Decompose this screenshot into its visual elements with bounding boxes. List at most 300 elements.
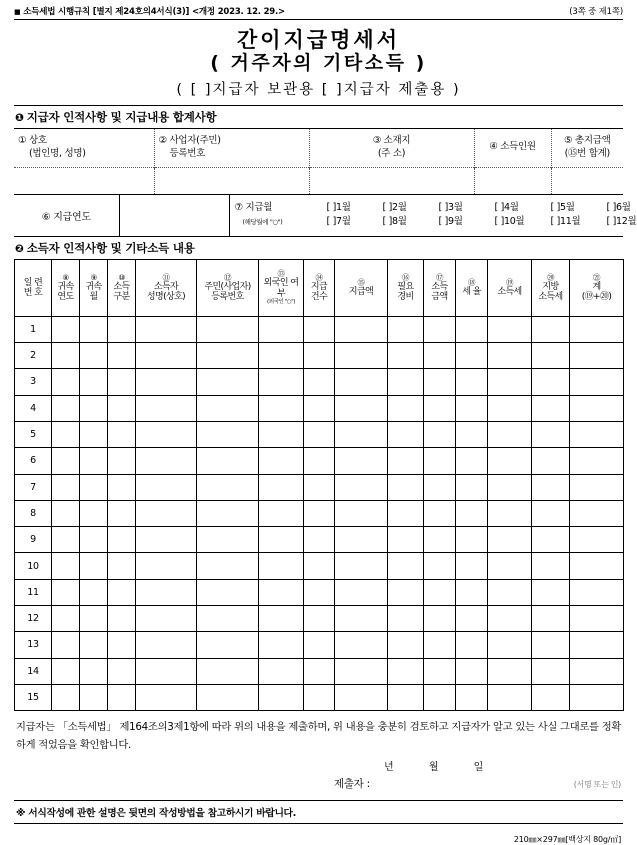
cell-input[interactable] xyxy=(52,395,80,421)
cell-input[interactable] xyxy=(456,579,488,605)
row-serial-number: 2 xyxy=(15,343,52,369)
cell-input[interactable] xyxy=(570,316,624,342)
cell-input[interactable] xyxy=(388,369,424,395)
cell-input[interactable] xyxy=(136,500,197,526)
cell-input[interactable] xyxy=(335,500,388,526)
col-attribution-month-l2: 월 xyxy=(89,292,97,302)
date-line[interactable]: 년 월 일 xyxy=(384,758,499,773)
cell-input[interactable] xyxy=(488,343,532,369)
cell-input[interactable] xyxy=(259,553,304,579)
cell-input[interactable] xyxy=(80,579,108,605)
cell-input[interactable] xyxy=(80,500,108,526)
table-row xyxy=(15,343,624,369)
cell-input[interactable] xyxy=(197,395,259,421)
cell-input[interactable] xyxy=(52,421,80,447)
cell-input[interactable] xyxy=(456,606,488,632)
cell-input[interactable] xyxy=(335,448,388,474)
cell-input[interactable] xyxy=(197,316,259,342)
cell-input[interactable] xyxy=(197,684,259,710)
cell-input[interactable] xyxy=(424,553,456,579)
income-detail-header-row xyxy=(15,259,624,316)
cell-input[interactable] xyxy=(80,316,108,342)
cell-input[interactable] xyxy=(259,500,304,526)
cell-input[interactable] xyxy=(388,658,424,684)
row-serial-number: 3 xyxy=(15,369,52,395)
cell-input[interactable] xyxy=(570,395,624,421)
cell-input[interactable] xyxy=(456,500,488,526)
cell-input[interactable] xyxy=(532,369,570,395)
month-checkbox-5[interactable] xyxy=(551,201,607,216)
cell-input[interactable] xyxy=(52,369,80,395)
col-registration-number-l2: 등록번호 xyxy=(211,292,243,302)
cell-input[interactable] xyxy=(488,316,532,342)
instruction-note: ※ 서식작성에 관한 설명은 뒷면의 작성방법을 참고하시기 바랍니다. xyxy=(14,801,623,823)
col-total-l2: (⑲+⑳) xyxy=(582,292,612,302)
income-detail-body xyxy=(15,316,624,710)
cell-input[interactable] xyxy=(488,684,532,710)
cell-input[interactable] xyxy=(304,343,335,369)
month-checkbox-5-box: [ ] xyxy=(551,202,561,213)
cell-input[interactable] xyxy=(335,474,388,500)
cell-input[interactable] xyxy=(304,632,335,658)
cell-input[interactable] xyxy=(424,316,456,342)
input-trade-name[interactable] xyxy=(14,167,154,194)
cell-input[interactable] xyxy=(488,369,532,395)
table-row xyxy=(15,527,624,553)
section1-title: 지급자 인적사항 및 지급내용 합계사항 xyxy=(27,110,217,124)
col-address-num: ③ xyxy=(373,135,381,146)
cell-input[interactable] xyxy=(335,395,388,421)
cell-input[interactable] xyxy=(197,553,259,579)
col-income-headcount-label: 소득인원 xyxy=(500,141,536,152)
cell-input[interactable] xyxy=(259,527,304,553)
col-foreigner-flag-l2: 부 xyxy=(277,289,285,299)
cell-input[interactable] xyxy=(304,553,335,579)
cell-input[interactable] xyxy=(456,684,488,710)
cell-input[interactable] xyxy=(259,343,304,369)
cell-input[interactable] xyxy=(259,369,304,395)
cell-input[interactable] xyxy=(424,579,456,605)
cell-input[interactable] xyxy=(532,474,570,500)
cell-input[interactable] xyxy=(108,500,136,526)
cell-input[interactable] xyxy=(136,527,197,553)
cell-input[interactable] xyxy=(335,658,388,684)
cell-input[interactable] xyxy=(570,553,624,579)
cell-input[interactable] xyxy=(197,474,259,500)
row-serial-number: 5 xyxy=(15,421,52,447)
cell-input[interactable] xyxy=(304,474,335,500)
cell-input[interactable] xyxy=(335,369,388,395)
cell-input[interactable] xyxy=(532,579,570,605)
section1-number: ❶ xyxy=(15,112,24,124)
month-checkbox-9[interactable] xyxy=(439,215,495,230)
cell-input[interactable] xyxy=(304,395,335,421)
month-checkbox-11[interactable] xyxy=(551,215,607,230)
cell-input[interactable] xyxy=(52,606,80,632)
cell-input[interactable] xyxy=(259,395,304,421)
cell-input[interactable] xyxy=(136,395,197,421)
cell-input[interactable] xyxy=(456,632,488,658)
cell-input[interactable] xyxy=(52,316,80,342)
cell-input[interactable] xyxy=(456,553,488,579)
row-serial-number: 13 xyxy=(15,632,52,658)
cell-input[interactable] xyxy=(424,474,456,500)
col-income-type-num: ⑩ xyxy=(108,274,135,282)
row-serial-number: 9 xyxy=(15,527,52,553)
cell-input[interactable] xyxy=(197,632,259,658)
cell-input[interactable] xyxy=(532,553,570,579)
cell-input[interactable] xyxy=(532,448,570,474)
cell-input[interactable] xyxy=(108,316,136,342)
input-payment-year[interactable] xyxy=(119,195,229,237)
col-necessary-expense-num: ⑯ xyxy=(388,274,423,282)
cell-input[interactable] xyxy=(136,448,197,474)
col-local-income-tax-l1: 지방 xyxy=(542,282,558,292)
cell-input[interactable] xyxy=(52,343,80,369)
cell-input[interactable] xyxy=(108,448,136,474)
cell-input[interactable] xyxy=(108,343,136,369)
row-serial-number: 15 xyxy=(15,684,52,710)
cell-input[interactable] xyxy=(197,527,259,553)
cell-input[interactable] xyxy=(108,395,136,421)
form-title: 간이지급명세서 xyxy=(14,28,623,52)
cell-input[interactable] xyxy=(388,421,424,447)
cell-input[interactable] xyxy=(424,448,456,474)
cell-input[interactable] xyxy=(136,553,197,579)
cell-input[interactable] xyxy=(532,395,570,421)
cell-input[interactable] xyxy=(108,553,136,579)
cell-input[interactable] xyxy=(424,527,456,553)
cell-input[interactable] xyxy=(335,684,388,710)
cell-input[interactable] xyxy=(388,553,424,579)
cell-input[interactable] xyxy=(108,658,136,684)
cell-input[interactable] xyxy=(488,448,532,474)
cell-input[interactable] xyxy=(136,421,197,447)
cell-input[interactable] xyxy=(488,395,532,421)
input-address[interactable] xyxy=(309,167,474,194)
cell-input[interactable] xyxy=(570,684,624,710)
input-income-headcount[interactable] xyxy=(474,167,551,194)
cell-input[interactable] xyxy=(388,343,424,369)
cell-input[interactable] xyxy=(108,421,136,447)
col-total-payment-num: ⑤ xyxy=(564,135,572,146)
cell-input[interactable] xyxy=(52,474,80,500)
cell-input[interactable] xyxy=(388,579,424,605)
cell-input[interactable] xyxy=(52,553,80,579)
cell-input[interactable] xyxy=(532,421,570,447)
cell-input[interactable] xyxy=(570,343,624,369)
form-copy-selector: ( [ ]지급자 보관용 [ ]지급자 제출용 ) xyxy=(14,81,623,100)
cell-input[interactable] xyxy=(532,658,570,684)
cell-input[interactable] xyxy=(388,500,424,526)
cell-input[interactable] xyxy=(80,369,108,395)
cell-input[interactable] xyxy=(259,658,304,684)
input-total-payment[interactable] xyxy=(551,167,623,194)
cell-input[interactable] xyxy=(424,606,456,632)
col-serial-number-l2: 번 호 xyxy=(24,288,42,298)
cell-input[interactable] xyxy=(108,579,136,605)
cell-input[interactable] xyxy=(80,632,108,658)
cell-input[interactable] xyxy=(52,684,80,710)
cell-input[interactable] xyxy=(80,684,108,710)
cell-input[interactable] xyxy=(197,579,259,605)
month-checkbox-1[interactable] xyxy=(327,201,383,216)
cell-input[interactable] xyxy=(488,553,532,579)
cell-input[interactable] xyxy=(304,658,335,684)
col-payment-count xyxy=(304,259,335,316)
col-registration-number-l1: 주민(사업자) xyxy=(204,282,250,292)
cell-input[interactable] xyxy=(80,474,108,500)
col-recipient-name-l1: 소득자 xyxy=(154,282,178,292)
col-income-tax-num: ⑲ xyxy=(488,279,531,287)
cell-input[interactable] xyxy=(456,421,488,447)
cell-input[interactable] xyxy=(108,527,136,553)
cell-input[interactable] xyxy=(108,369,136,395)
cell-input[interactable] xyxy=(80,343,108,369)
cell-input[interactable] xyxy=(197,448,259,474)
cell-input[interactable] xyxy=(570,579,624,605)
col-payment-amount-l1: 지급액 xyxy=(349,287,373,297)
month-checkbox-4[interactable] xyxy=(495,201,551,216)
cell-input[interactable] xyxy=(456,527,488,553)
cell-input[interactable] xyxy=(335,316,388,342)
cell-input[interactable] xyxy=(335,343,388,369)
cell-input[interactable] xyxy=(570,474,624,500)
col-necessary-expense-l2: 경비 xyxy=(397,292,413,302)
cell-input[interactable] xyxy=(456,658,488,684)
cell-input[interactable] xyxy=(532,527,570,553)
month-checkbox-6-label: 6월 xyxy=(616,202,631,213)
col-recipient-name xyxy=(136,259,197,316)
cell-input[interactable] xyxy=(80,658,108,684)
cell-input[interactable] xyxy=(456,448,488,474)
cell-input[interactable] xyxy=(570,369,624,395)
table-row xyxy=(15,474,624,500)
cell-input[interactable] xyxy=(304,316,335,342)
cell-input[interactable] xyxy=(136,606,197,632)
cell-input[interactable] xyxy=(388,448,424,474)
cell-input[interactable] xyxy=(488,527,532,553)
cell-input[interactable] xyxy=(197,658,259,684)
table-row xyxy=(15,448,624,474)
col-address-sub: (주 소) xyxy=(314,148,470,161)
cell-input[interactable] xyxy=(488,474,532,500)
page-indicator: (3쪽 중 제1쪽) xyxy=(569,5,623,17)
cell-input[interactable] xyxy=(259,448,304,474)
cell-input[interactable] xyxy=(80,421,108,447)
cell-input[interactable] xyxy=(197,421,259,447)
col-local-income-tax-l2: 소득세 xyxy=(538,292,562,302)
cell-input[interactable] xyxy=(570,500,624,526)
cell-input[interactable] xyxy=(259,474,304,500)
col-business-number-sub: 등록번호 xyxy=(159,148,305,161)
cell-input[interactable] xyxy=(532,684,570,710)
cell-input[interactable] xyxy=(304,527,335,553)
cell-input[interactable] xyxy=(456,316,488,342)
form-subtitle: ( 거주자의 기타소득 ) xyxy=(14,52,623,76)
cell-input[interactable] xyxy=(532,606,570,632)
cell-input[interactable] xyxy=(197,369,259,395)
cell-input[interactable] xyxy=(424,684,456,710)
cell-input[interactable] xyxy=(532,500,570,526)
cell-input[interactable] xyxy=(259,421,304,447)
cell-input[interactable] xyxy=(424,658,456,684)
cell-input[interactable] xyxy=(304,369,335,395)
cell-input[interactable] xyxy=(388,395,424,421)
cell-input[interactable] xyxy=(108,606,136,632)
cell-input[interactable] xyxy=(335,579,388,605)
cell-input[interactable] xyxy=(52,632,80,658)
cell-input[interactable] xyxy=(335,553,388,579)
input-business-number[interactable] xyxy=(154,167,309,194)
income-detail-table xyxy=(14,259,624,711)
cell-input[interactable] xyxy=(570,421,624,447)
cell-input[interactable] xyxy=(532,343,570,369)
col-payment-count-num: ⑭ xyxy=(304,274,334,282)
cell-input[interactable] xyxy=(136,343,197,369)
cell-input[interactable] xyxy=(304,684,335,710)
month-checkbox-8[interactable] xyxy=(383,215,439,230)
col-address-label: 소재지 xyxy=(384,135,411,146)
table-row xyxy=(15,632,624,658)
col-income-amount-num: ⑰ xyxy=(424,274,455,282)
cell-input[interactable] xyxy=(424,343,456,369)
cell-input[interactable] xyxy=(570,658,624,684)
month-checkbox-2-label: 2월 xyxy=(392,202,407,213)
cell-input[interactable] xyxy=(488,500,532,526)
cell-input[interactable] xyxy=(335,421,388,447)
cell-input[interactable] xyxy=(304,606,335,632)
month-checkbox-4-label: 4월 xyxy=(504,202,519,213)
cell-input[interactable] xyxy=(136,684,197,710)
col-attribution-year xyxy=(52,259,80,316)
col-income-type xyxy=(108,259,136,316)
col-income-tax xyxy=(488,259,532,316)
col-attribution-month xyxy=(80,259,108,316)
cell-input[interactable] xyxy=(424,395,456,421)
section2-title: 소득자 인적사항 및 기타소득 내용 xyxy=(27,241,195,255)
cell-input[interactable] xyxy=(532,316,570,342)
month-checkbox-8-box: [ ] xyxy=(383,216,393,227)
cell-input[interactable] xyxy=(108,632,136,658)
col-serial-number xyxy=(15,259,52,316)
cell-input[interactable] xyxy=(388,527,424,553)
label-payment-year-text: 지급연도 xyxy=(53,212,90,223)
cell-input[interactable] xyxy=(80,553,108,579)
cell-input[interactable] xyxy=(488,658,532,684)
cell-input[interactable] xyxy=(197,606,259,632)
cell-input[interactable] xyxy=(388,474,424,500)
cell-input[interactable] xyxy=(108,474,136,500)
cell-input[interactable] xyxy=(335,606,388,632)
cell-input[interactable] xyxy=(304,500,335,526)
cell-input[interactable] xyxy=(259,316,304,342)
cell-input[interactable] xyxy=(388,684,424,710)
cell-input[interactable] xyxy=(570,527,624,553)
cell-input[interactable] xyxy=(388,316,424,342)
month-checkbox-3-label: 3월 xyxy=(448,202,463,213)
cell-input[interactable] xyxy=(456,369,488,395)
section1-caption xyxy=(14,106,623,128)
cell-input[interactable] xyxy=(136,658,197,684)
cell-input[interactable] xyxy=(80,448,108,474)
col-income-headcount xyxy=(474,128,551,167)
month-checkbox-2[interactable] xyxy=(383,201,439,216)
month-checkbox-12-label: 12월 xyxy=(616,216,636,227)
month-checkbox-12[interactable] xyxy=(607,215,637,230)
row-serial-number: 10 xyxy=(15,553,52,579)
cell-input[interactable] xyxy=(136,632,197,658)
submitter-label[interactable]: 제출자 : xyxy=(334,776,370,791)
cell-input[interactable] xyxy=(197,343,259,369)
cell-input[interactable] xyxy=(197,500,259,526)
cell-input[interactable] xyxy=(456,343,488,369)
cell-input[interactable] xyxy=(335,527,388,553)
month-checkbox-10-box: [ ] xyxy=(495,216,505,227)
cell-input[interactable] xyxy=(424,632,456,658)
cell-input[interactable] xyxy=(532,632,570,658)
cell-input[interactable] xyxy=(136,369,197,395)
cell-input[interactable] xyxy=(52,579,80,605)
cell-input[interactable] xyxy=(424,500,456,526)
cell-input[interactable] xyxy=(259,684,304,710)
cell-input[interactable] xyxy=(136,474,197,500)
cell-input[interactable] xyxy=(80,606,108,632)
cell-input[interactable] xyxy=(570,448,624,474)
cell-input[interactable] xyxy=(424,369,456,395)
cell-input[interactable] xyxy=(52,658,80,684)
cell-input[interactable] xyxy=(259,579,304,605)
cell-input[interactable] xyxy=(488,606,532,632)
cell-input[interactable] xyxy=(52,527,80,553)
col-business-number-num: ② xyxy=(159,135,167,146)
law-reference-text: 소득세법 시행규칙 [별지 제24호의4서식(3)] xyxy=(23,7,189,17)
cell-input[interactable] xyxy=(570,606,624,632)
cell-input[interactable] xyxy=(52,500,80,526)
month-checkbox-3[interactable] xyxy=(439,201,495,216)
cell-input[interactable] xyxy=(108,684,136,710)
cell-input[interactable] xyxy=(570,632,624,658)
month-checkbox-10[interactable] xyxy=(495,215,551,230)
cell-input[interactable] xyxy=(80,527,108,553)
col-foreigner-flag xyxy=(259,259,304,316)
cell-input[interactable] xyxy=(488,579,532,605)
month-checkbox-7[interactable] xyxy=(327,215,383,230)
cell-input[interactable] xyxy=(304,579,335,605)
month-checkbox-6[interactable] xyxy=(607,201,637,216)
cell-input[interactable] xyxy=(456,395,488,421)
cell-input[interactable] xyxy=(456,474,488,500)
cell-input[interactable] xyxy=(388,606,424,632)
cell-input[interactable] xyxy=(80,395,108,421)
cell-input[interactable] xyxy=(136,579,197,605)
cell-input[interactable] xyxy=(259,632,304,658)
cell-input[interactable] xyxy=(304,448,335,474)
amendment-date: <개정 2023. 12. 29.> xyxy=(192,7,285,17)
cell-input[interactable] xyxy=(52,448,80,474)
cell-input[interactable] xyxy=(259,606,304,632)
cell-input[interactable] xyxy=(488,632,532,658)
cell-input[interactable] xyxy=(136,316,197,342)
cell-input[interactable] xyxy=(388,632,424,658)
cell-input[interactable] xyxy=(488,421,532,447)
cell-input[interactable] xyxy=(335,632,388,658)
col-tax-rate-l1: 세 율 xyxy=(462,287,480,297)
cell-input[interactable] xyxy=(304,421,335,447)
month-checkbox-9-label: 9월 xyxy=(448,216,463,227)
col-attribution-year-l2: 연도 xyxy=(57,292,73,302)
cell-input[interactable] xyxy=(424,421,456,447)
